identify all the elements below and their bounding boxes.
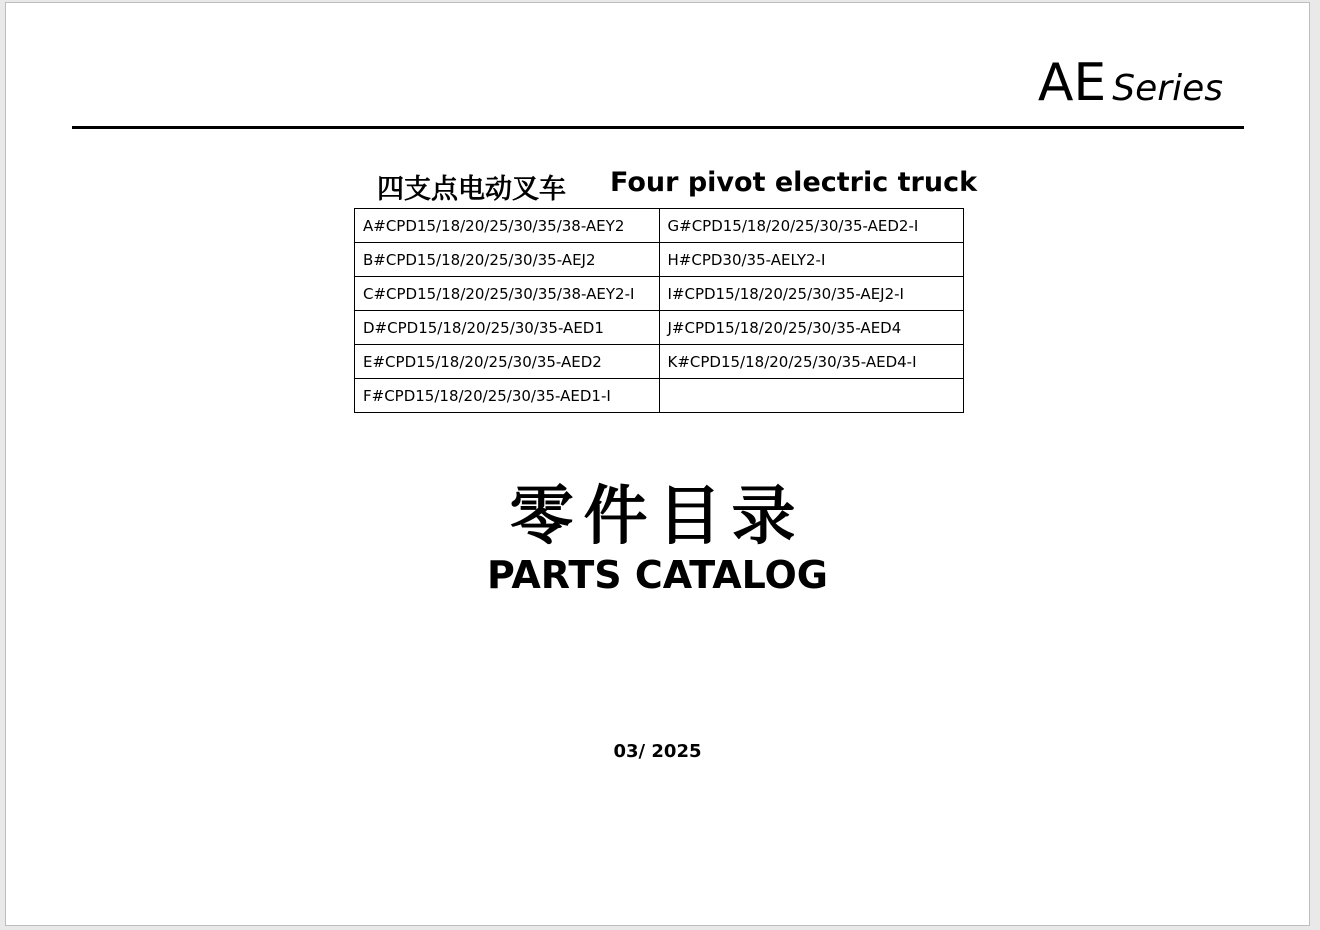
model-cell: B#CPD15/18/20/25/30/35-AEJ2 [355, 243, 660, 277]
catalog-title-english: PARTS CATALOG [487, 553, 828, 597]
model-cell-empty [659, 379, 964, 413]
model-cell: D#CPD15/18/20/25/30/35-AED1 [355, 311, 660, 345]
model-cell: J#CPD15/18/20/25/30/35-AED4 [659, 311, 964, 345]
model-cell: F#CPD15/18/20/25/30/35-AED1-I [355, 379, 660, 413]
table-row [355, 277, 964, 311]
header-rule [72, 126, 1244, 129]
catalog-title-chinese: 零件目录 [509, 480, 806, 554]
series-code: AE [1037, 53, 1107, 113]
product-heading-english: Four pivot electric truck [610, 167, 978, 198]
series-label [1038, 53, 1223, 113]
series-word: Series [1112, 68, 1223, 109]
table-row [355, 379, 964, 413]
model-cell: C#CPD15/18/20/25/30/35/38-AEY2-I [355, 277, 660, 311]
model-cell: G#CPD15/18/20/25/30/35-AED2-I [659, 209, 964, 243]
table-row [355, 345, 964, 379]
table-row [355, 243, 964, 277]
model-cell: I#CPD15/18/20/25/30/35-AEJ2-I [659, 277, 964, 311]
model-cell: A#CPD15/18/20/25/30/35/38-AEY2 [355, 209, 660, 243]
table-row [355, 311, 964, 345]
model-cell: H#CPD30/35-AELY2-I [659, 243, 964, 277]
models-table [354, 208, 964, 413]
product-heading-chinese: 四支点电动叉车 [377, 174, 566, 205]
model-cell: E#CPD15/18/20/25/30/35-AED2 [355, 345, 660, 379]
table-row [355, 209, 964, 243]
document-page [5, 2, 1310, 926]
model-cell: K#CPD15/18/20/25/30/35-AED4-I [659, 345, 964, 379]
publication-date: 03/ 2025 [613, 741, 702, 762]
product-heading [6, 167, 1309, 206]
